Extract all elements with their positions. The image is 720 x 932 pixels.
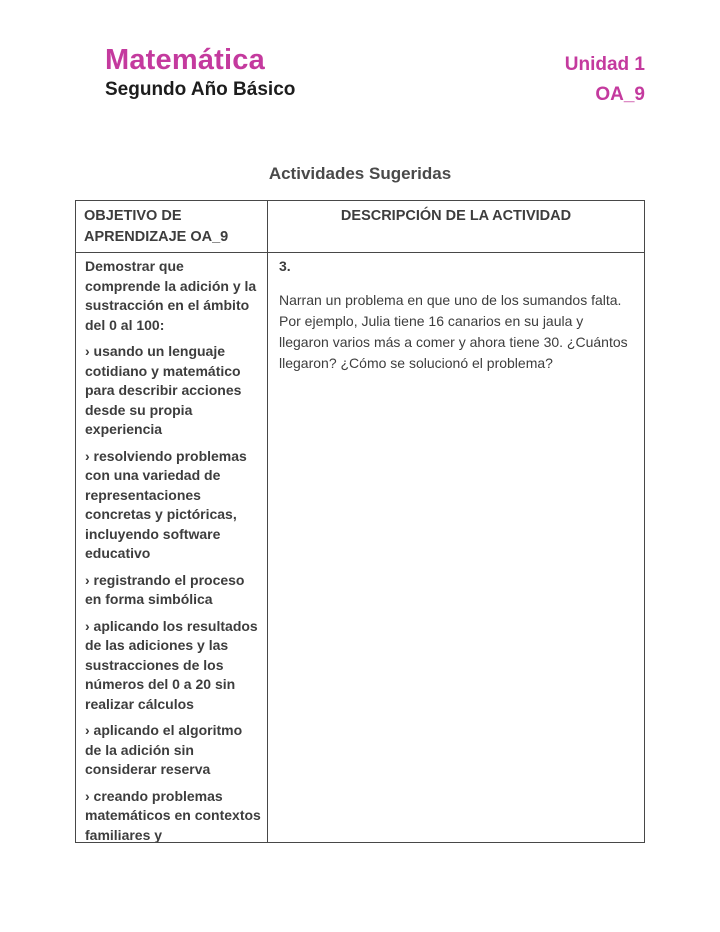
objective-bullet: › usando un lenguaje cotidiano y matemático para describir acciones desde su propia experiencia — [85, 343, 242, 437]
column-header-description: DESCRIPCIÓN DE LA ACTIVIDAD — [267, 201, 644, 252]
activity-number: 3. — [279, 258, 291, 274]
section-title: Actividades Sugeridas — [268, 164, 452, 183]
unit-label: Unidad 1 — [564, 54, 645, 75]
objective-bullet: › aplicando el algoritmo de la adición sin considerar reserva — [85, 722, 243, 777]
activity-description: Narran un problema en que uno de los sumandos falta. Por ejemplo, Julia tiene 16 canarios en su jaula y llegaron varios más a comer y ahora tiene 30. ¿Cuántos llegaron? ¿Cómo se solucionó el problema? — [279, 292, 628, 371]
course-title: Matemática — [105, 44, 265, 76]
objective-bullet: › creando problemas matemáticos en contextos familiares y — [85, 787, 261, 842]
document-header-right — [565, 50, 645, 110]
objective-bullet: › resolviendo problemas con una variedad de representaciones concretas y pictóricas, incluyendo software educativo — [85, 447, 247, 561]
activities-table — [75, 200, 645, 843]
objective-bullet: › registrando el proceso en forma simbólica — [85, 571, 245, 607]
objective-cell — [76, 252, 267, 842]
oa-code-label: OA_9 — [595, 84, 645, 105]
grade-subtitle: Segundo Año Básico — [105, 79, 296, 100]
objective-bullet: › aplicando los resultados de las adiciones y las sustracciones de los números del 0 a 20 sin realizar cálculos — [85, 617, 258, 712]
objective-intro: Demostrar que comprende la adición y la sustracción en el ámbito del 0 al 100: — [85, 258, 257, 333]
column-header-objective: OBJETIVO DE APRENDIZAJE OA_9 — [84, 208, 229, 245]
activity-cell — [267, 252, 644, 842]
document-header-left — [105, 44, 295, 101]
